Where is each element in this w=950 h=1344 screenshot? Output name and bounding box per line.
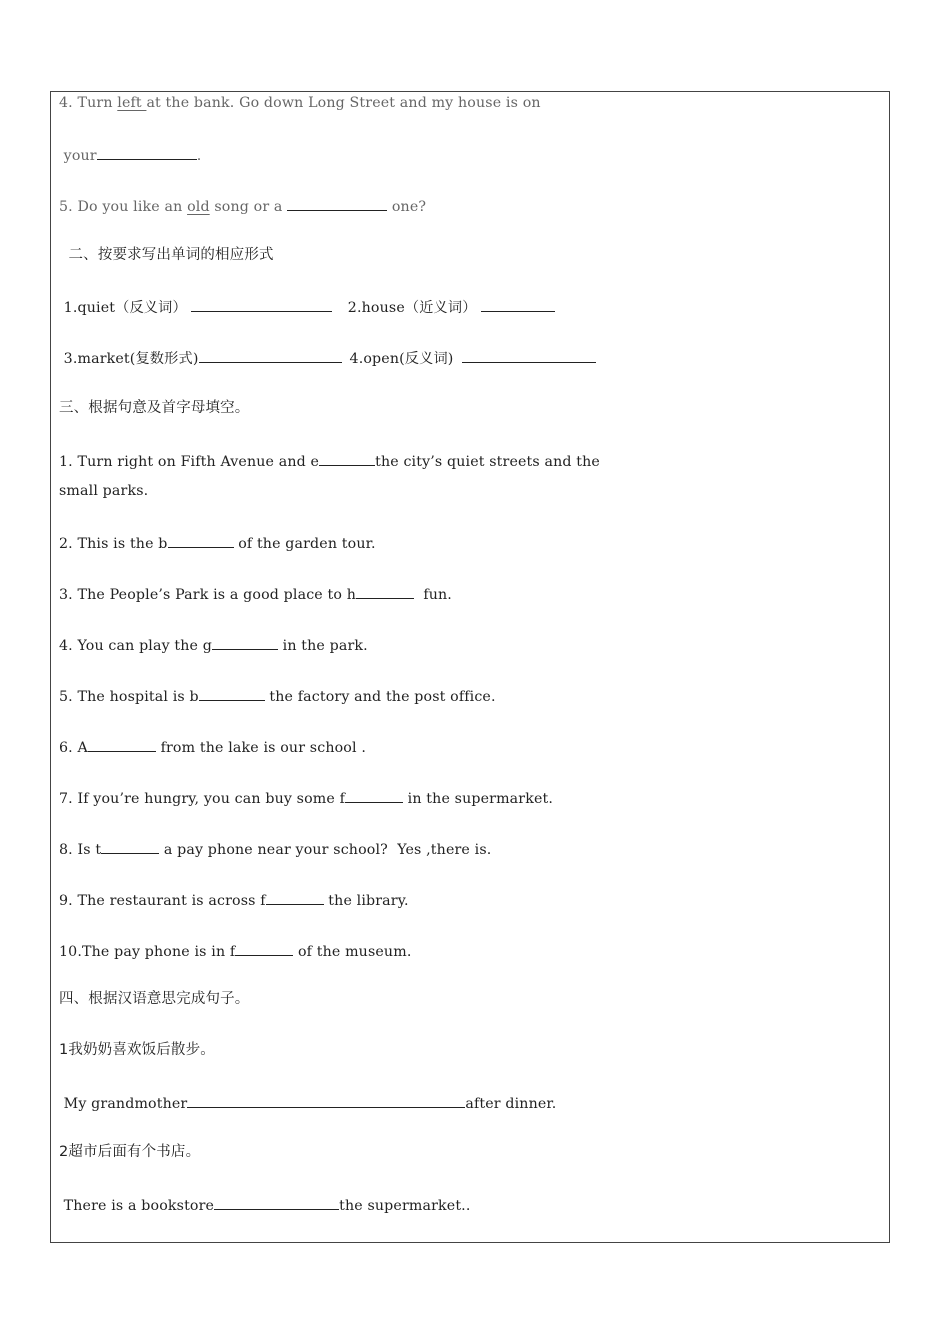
- part3-q6: [59, 737, 366, 757]
- text: the library.: [323, 893, 409, 909]
- text: 4.open(反义词): [349, 351, 459, 367]
- part3-q10: [59, 941, 412, 961]
- answer-blank[interactable]: [97, 145, 197, 160]
- text: song or a: [209, 199, 288, 215]
- text: 3.market(复数形式): [59, 351, 199, 367]
- part1-q4-line1: [59, 94, 541, 112]
- answer-blank[interactable]: [199, 686, 265, 701]
- answer-blank[interactable]: [199, 348, 342, 363]
- part3-q7: [59, 788, 553, 808]
- answer-blank[interactable]: [235, 941, 293, 956]
- part3-q1-cont: small parks.: [59, 483, 149, 499]
- answer-blank[interactable]: [191, 297, 332, 312]
- answer-blank[interactable]: [88, 737, 156, 752]
- text: your: [59, 148, 97, 164]
- part3-q5: [59, 686, 496, 706]
- text: .: [196, 148, 202, 164]
- part3-q2: [59, 533, 376, 553]
- text: 5. Do you like an: [59, 199, 188, 215]
- part4-s1-chinese: 1我奶奶喜欢饭后散步。: [59, 1042, 215, 1058]
- underlined-word: left: [117, 95, 147, 111]
- part3-heading: 三、根据句意及首字母填空。: [59, 400, 250, 416]
- part3-q3: [59, 584, 452, 604]
- part4-s2-english: [59, 1195, 471, 1215]
- part4-heading: 四、根据汉语意思完成句子。: [59, 991, 250, 1007]
- part4-s2-chinese: 2超市后面有个书店。: [59, 1144, 201, 1160]
- text: the city’s quiet streets and the: [375, 454, 600, 470]
- answer-blank[interactable]: [168, 533, 234, 548]
- text: fun.: [414, 587, 452, 603]
- text: of the garden tour.: [233, 536, 376, 552]
- text: the factory and the post office.: [264, 689, 496, 705]
- answer-blank[interactable]: [319, 451, 375, 466]
- part2-heading: 二、按要求写出单词的相应形式: [59, 247, 274, 263]
- text: 4. Turn: [59, 95, 118, 111]
- answer-blank[interactable]: [356, 584, 414, 599]
- text: from the lake is our school .: [155, 740, 367, 756]
- part1-q5: [59, 196, 426, 216]
- text: 7. If you’re hungry, you can buy some f: [59, 791, 346, 807]
- text: 8. Is t: [59, 842, 102, 858]
- text: 6. A: [59, 740, 88, 756]
- text: a pay phone near your school? Yes ,there is.: [159, 842, 492, 858]
- text: 1. Turn right on Fifth Avenue and e: [59, 454, 320, 470]
- text: one?: [387, 199, 427, 215]
- part1-q4-line2: [59, 145, 201, 165]
- text: 9. The restaurant is across f: [59, 893, 266, 909]
- part2-row2: [59, 348, 596, 368]
- text: 5. The hospital is b: [59, 689, 199, 705]
- answer-blank[interactable]: [266, 890, 324, 905]
- text: 2. This is the b: [59, 536, 168, 552]
- part3-q9: [59, 890, 409, 910]
- text: of the museum.: [293, 944, 412, 960]
- part3-q1: [59, 451, 600, 471]
- text: 1.quiet（反义词）: [59, 300, 187, 316]
- text: My grandmother: [59, 1096, 188, 1112]
- text: 3. The People’s Park is a good place to h: [59, 587, 356, 603]
- text: 2.house（近义词）: [347, 300, 477, 316]
- underlined-word: old: [187, 199, 210, 215]
- part2-row1: [59, 297, 555, 317]
- answer-blank[interactable]: [212, 635, 278, 650]
- answer-blank[interactable]: [481, 297, 555, 312]
- answer-blank[interactable]: [462, 348, 596, 363]
- text: after dinner.: [465, 1096, 557, 1112]
- text: the supermarket..: [339, 1198, 471, 1214]
- text: There is a bookstore: [59, 1198, 215, 1214]
- answer-blank[interactable]: [345, 788, 403, 803]
- text: in the supermarket.: [403, 791, 554, 807]
- text: in the park.: [278, 638, 368, 654]
- answer-blank[interactable]: [287, 196, 387, 211]
- text: 4. You can play the g: [59, 638, 212, 654]
- answer-blank[interactable]: [187, 1093, 465, 1108]
- answer-blank[interactable]: [214, 1195, 339, 1210]
- text: at the bank. Go down Long Street and my house is on: [146, 95, 541, 111]
- part3-q8: [59, 839, 491, 859]
- part3-q4: [59, 635, 368, 655]
- answer-blank[interactable]: [101, 839, 159, 854]
- part4-s1-english: [59, 1093, 556, 1113]
- text: 10.The pay phone is in f: [59, 944, 236, 960]
